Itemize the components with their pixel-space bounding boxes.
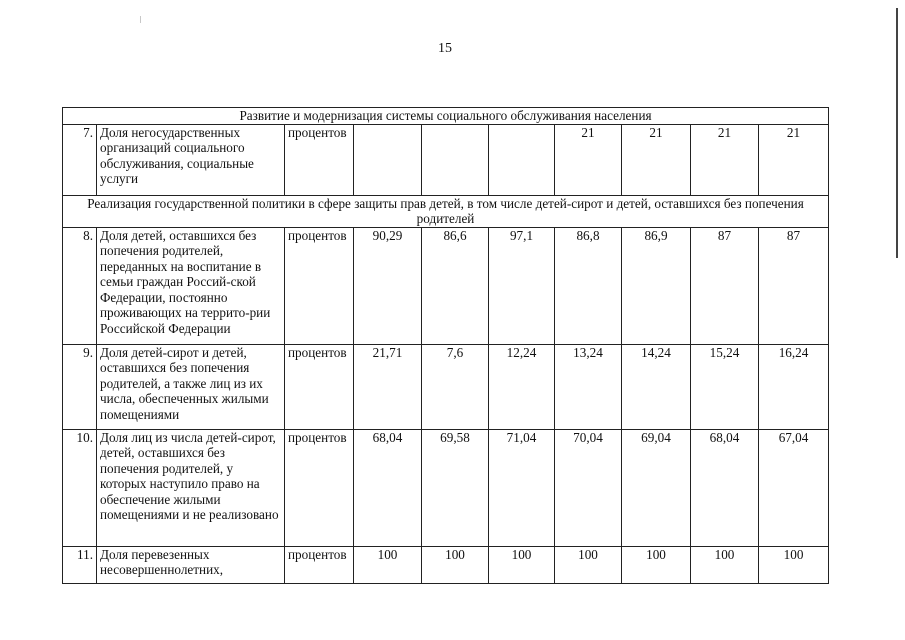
value-cell: 69,04 [622,429,691,546]
unit-cell: процентов [285,429,354,546]
value-cell: 21 [759,124,829,195]
value-cell: 67,04 [759,429,829,546]
table-row [63,546,829,583]
section-row [63,195,829,227]
indicator-name: Доля лиц из числа детей-сирот, детей, оставшихся без попечения родителей, у которых наступило право на обеспечение жилыми помещениями и не реализовано [97,429,285,546]
value-cell: 16,24 [759,344,829,429]
row-number: 8. [63,227,97,344]
unit-cell: процентов [285,344,354,429]
value-cell: 14,24 [622,344,691,429]
value-cell: 100 [422,546,489,583]
table-row [63,344,829,429]
value-cell: 68,04 [691,429,759,546]
value-cell: 21 [555,124,622,195]
section-title: Реализация государственной политики в сфере защиты прав детей, в том числе детей-сирот и детей, оставшихся без попечения родителей [63,195,829,227]
value-cell: 13,24 [555,344,622,429]
unit-cell: процентов [285,227,354,344]
table-row [63,429,829,546]
value-cell: 97,1 [489,227,555,344]
table-row [63,227,829,344]
value-cell: 100 [354,546,422,583]
value-cell: 86,8 [555,227,622,344]
value-cell: 100 [555,546,622,583]
page-number: 15 [438,41,452,56]
value-cell: 100 [759,546,829,583]
unit-cell: процентов [285,546,354,583]
value-cell [354,124,422,195]
value-cell: 21 [622,124,691,195]
value-cell: 21,71 [354,344,422,429]
value-cell: 70,04 [555,429,622,546]
value-cell: 21 [691,124,759,195]
row-number: 9. [63,344,97,429]
value-cell: 12,24 [489,344,555,429]
value-cell: 100 [622,546,691,583]
section-title: Развитие и модернизация системы социального обслуживания населения [63,108,829,125]
scan-artifact-right-edge [896,8,898,258]
scan-artifact-top [140,16,141,23]
value-cell: 71,04 [489,429,555,546]
value-cell [489,124,555,195]
value-cell: 69,58 [422,429,489,546]
unit-cell: процентов [285,124,354,195]
value-cell: 100 [691,546,759,583]
value-cell: 15,24 [691,344,759,429]
indicator-name: Доля детей, оставшихся без попечения родителей, переданных на воспитание в семьи граждан Россий-ской Федерации, постоянно проживающих на террито-рии Российской Федерации [97,227,285,344]
value-cell: 100 [489,546,555,583]
indicator-name: Доля детей-сирот и детей, оставшихся без попечения родителей, а также лиц из их числа, обеспеченных жилыми помещениями [97,344,285,429]
value-cell: 68,04 [354,429,422,546]
row-number: 10. [63,429,97,546]
value-cell [422,124,489,195]
row-number: 11. [63,546,97,583]
value-cell: 86,9 [622,227,691,344]
value-cell: 87 [691,227,759,344]
indicators-table [62,107,829,584]
table-row [63,124,829,195]
indicator-name: Доля перевезенных несовершеннолетних, [97,546,285,583]
indicator-name: Доля негосударственных организаций социального обслуживания, социальные услуги [97,124,285,195]
section-row [63,108,829,125]
value-cell: 86,6 [422,227,489,344]
row-number: 7. [63,124,97,195]
value-cell: 90,29 [354,227,422,344]
value-cell: 7,6 [422,344,489,429]
value-cell: 87 [759,227,829,344]
